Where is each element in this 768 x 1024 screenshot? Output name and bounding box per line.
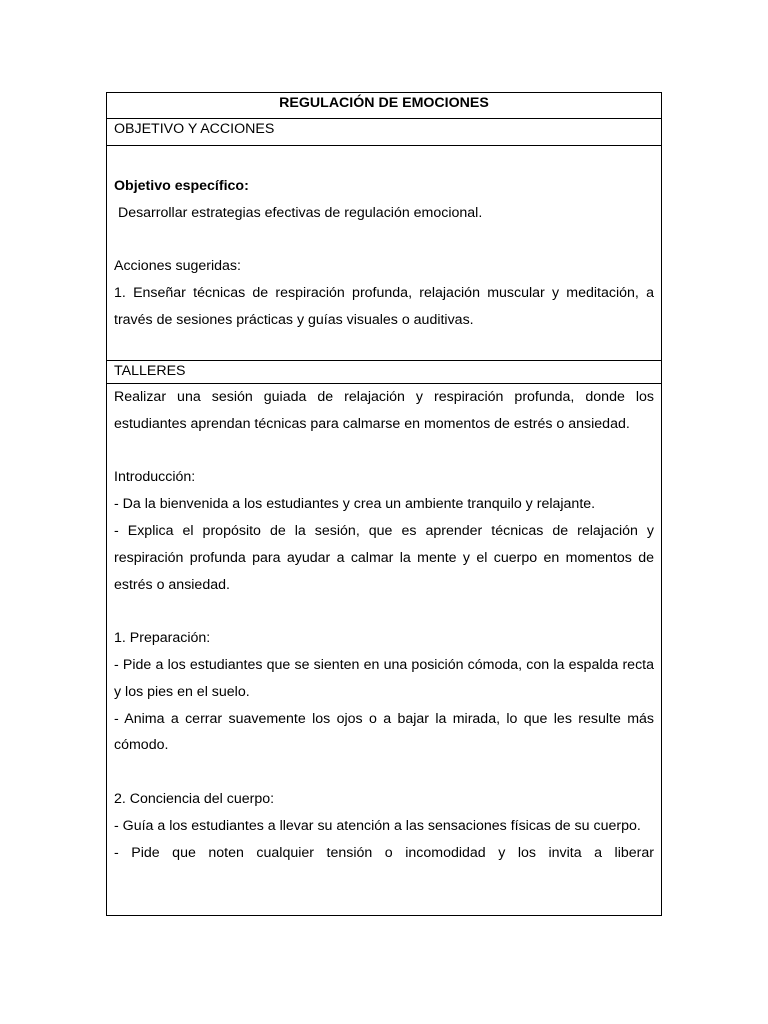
specific-objective-label: Objetivo específico:	[114, 177, 249, 194]
table-title-row	[107, 93, 661, 119]
workshops-header-row	[107, 361, 661, 384]
workshops-body	[107, 384, 661, 915]
spacer	[114, 598, 654, 625]
step-item: - Anima a cerrar suavemente los ojos o a bajar la mirada, lo que les resulte más cómodo.	[114, 710, 654, 754]
step-item: - Guía a los estudiantes a llevar su atención a las sensaciones físicas de su cuerpo.	[114, 817, 641, 834]
spacer	[114, 146, 654, 173]
specific-objective-text: Desarrollar estrategias efectivas de regulación emocional.	[114, 204, 483, 221]
spacer	[114, 438, 654, 465]
suggested-actions-label: Acciones sugeridas:	[114, 258, 241, 275]
introduction-item: - Explica el propósito de la sesión, que es aprender técnicas de relajación y respiración profunda para ayudar a calmar la mente y el cuerpo en momentos de estrés o ansiedad.	[114, 522, 654, 593]
step-item: - Pide que noten cualquier tensión o incomodidad y los invita a liberar	[114, 844, 654, 861]
step-label: 2. Conciencia del cuerpo:	[114, 790, 275, 807]
session-table	[106, 92, 662, 916]
step-label: 1. Preparación:	[114, 630, 211, 647]
spacer	[114, 226, 654, 253]
objectives-header: OBJETIVO Y ACCIONES	[114, 121, 275, 137]
objectives-body	[107, 146, 661, 361]
workshop-intro-paragraph: Realizar una sesión guiada de relajación y respiración profunda, donde los estudiantes aprendan técnicas para calmarse en momentos de estrés o ansiedad.	[114, 389, 654, 432]
introduction-label: Introducción:	[114, 469, 196, 486]
suggested-action-item: 1. Enseñar técnicas de respiración profunda, relajación muscular y meditación, a través de sesiones prácticas y guías visuales o auditivas.	[114, 284, 654, 328]
table-title: REGULACIÓN DE EMOCIONES	[279, 95, 489, 111]
step-item: - Pide a los estudiantes que se sienten en una posición cómoda, con la espalda recta y los pies en el suelo.	[114, 656, 654, 700]
spacer	[114, 759, 654, 786]
introduction-item: - Da la bienvenida a los estudiantes y crea un ambiente tranquilo y relajante.	[114, 496, 596, 513]
workshops-header: TALLERES	[114, 363, 186, 379]
objectives-header-row	[107, 119, 661, 146]
